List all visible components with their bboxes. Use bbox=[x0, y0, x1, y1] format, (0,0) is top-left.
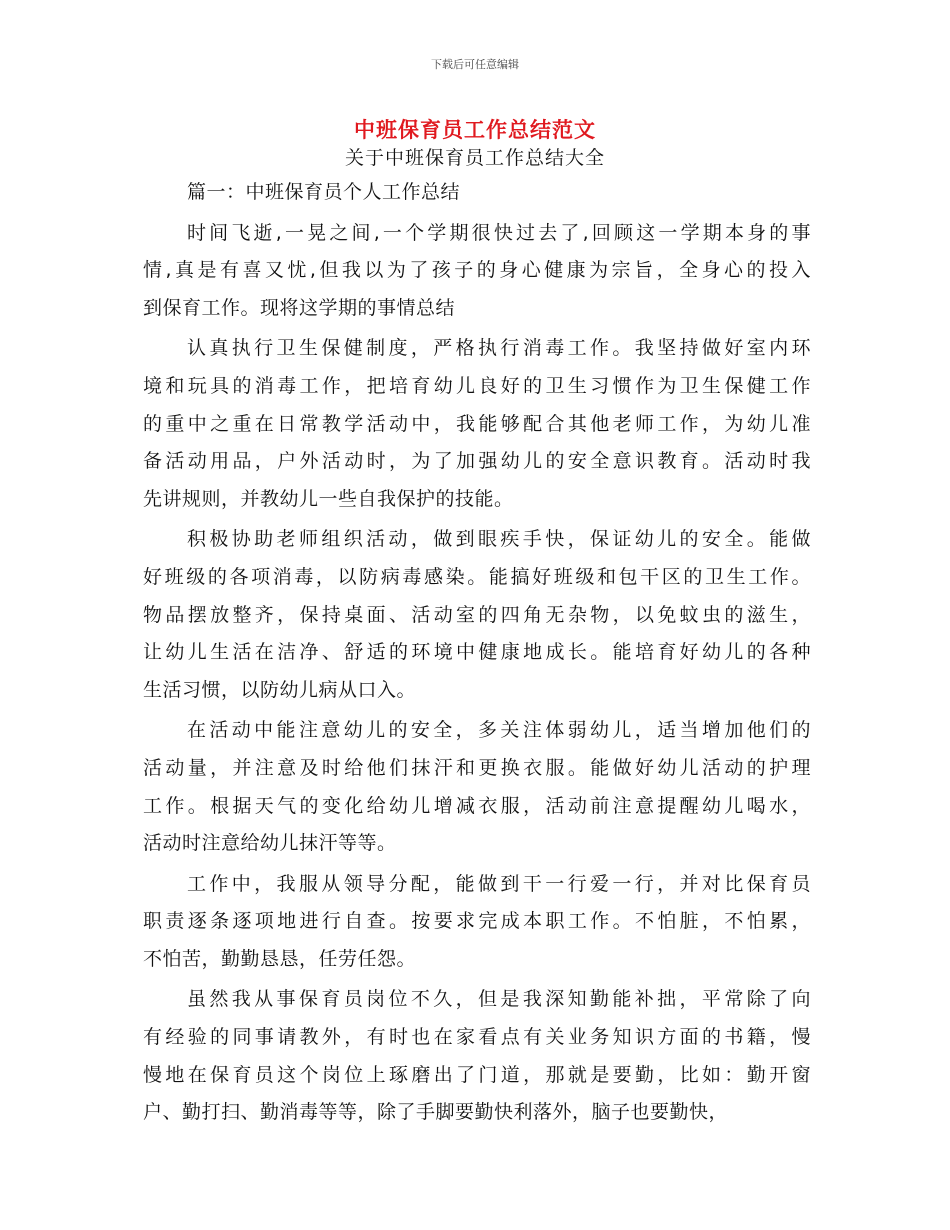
text-line: 活动量，并注意及时给他们抹汗和更换衣服。能做好幼儿活动的护理 bbox=[143, 756, 811, 779]
paragraph bbox=[143, 174, 811, 212]
header-note: 下载后可任意编辑 bbox=[431, 58, 519, 71]
paragraph bbox=[143, 866, 811, 979]
text-line: 境和玩具的消毒工作，把培育幼儿良好的卫生习惯作为卫生保健工作 bbox=[143, 374, 811, 397]
text-line: 生活习惯，以防幼儿病从口入。 bbox=[143, 678, 417, 701]
text-line: 的重中之重在日常教学活动中，我能够配合其他老师工作，为幼儿准 bbox=[143, 412, 811, 435]
text-line: 认真执行卫生保健制度，严格执行消毒工作。我坚持做好室内环 bbox=[187, 337, 811, 360]
text-line: 有经验的同事请教外，有时也在家看点有关业务知识方面的书籍，慢 bbox=[143, 1026, 811, 1049]
text-line: 虽然我从事保育员岗位不久，但是我深知勤能补拙，平常除了向 bbox=[187, 988, 811, 1011]
text-line: 工作中，我服从领导分配，能做到干一行爱一行，并对比保育员 bbox=[187, 872, 811, 895]
text-line: 先讲规则，并教幼儿一些自我保护的技能。 bbox=[143, 487, 514, 510]
document-body bbox=[143, 174, 811, 1132]
document-title: 中班保育员工作总结范文 bbox=[354, 118, 596, 142]
text-line: 在活动中能注意幼儿的安全，多关注体弱幼儿，适当增加他们的 bbox=[187, 719, 811, 742]
text-line: 活动时注意给幼儿抹汗等等。 bbox=[143, 832, 397, 855]
text-line: 积极协助老师组织活动，做到眼疾手快，保证幼儿的安全。能做 bbox=[187, 528, 811, 551]
paragraph bbox=[143, 330, 811, 518]
text-line: 让幼儿生活在洁净、舒适的环境中健康地成长。能培育好幼儿的各种 bbox=[143, 641, 811, 664]
text-line: 户、勤打扫、勤消毒等等，除了手脚要勤快利落外，脑子也要勤快， bbox=[143, 1101, 729, 1124]
text-line: 备活动用品，户外活动时，为了加强幼儿的安全意识教育。活动时我 bbox=[143, 450, 811, 473]
paragraph bbox=[143, 712, 811, 862]
text-line: 不怕苦，勤勤恳恳，任劳任怨。 bbox=[143, 947, 417, 970]
text-line: 到保育工作。现将这学期的事情总结 bbox=[143, 296, 456, 319]
text-line: 慢地在保育员这个岗位上琢磨出了门道，那就是要勤，比如：勤开窗 bbox=[143, 1063, 811, 1086]
text-line: 篇一：中班保育员个人工作总结 bbox=[187, 181, 461, 203]
paragraph bbox=[143, 521, 811, 709]
paragraph bbox=[143, 981, 811, 1131]
text-line: 好班级的各项消毒，以防病毒感染。能搞好班级和包干区的卫生工作。 bbox=[143, 565, 811, 588]
text-line: 物品摆放整齐，保持桌面、活动室的四角无杂物，以免蚊虫的滋生， bbox=[143, 603, 811, 626]
text-line: 时间飞逝,一晃之间,一个学期很快过去了,回顾这一学期本身的事 bbox=[187, 221, 811, 244]
document-subtitle: 关于中班保育员工作总结大全 bbox=[344, 147, 605, 169]
text-line: 工作。根据天气的变化给幼儿增减衣服，活动前注意提醒幼儿喝水， bbox=[143, 794, 811, 817]
text-line: 职责逐条逐项地进行自查。按要求完成本职工作。不怕脏，不怕累， bbox=[143, 910, 811, 933]
text-line: 情,真是有喜又忧,但我以为了孩子的身心健康为宗旨，全身心的投入 bbox=[143, 259, 811, 282]
paragraph bbox=[143, 215, 811, 328]
